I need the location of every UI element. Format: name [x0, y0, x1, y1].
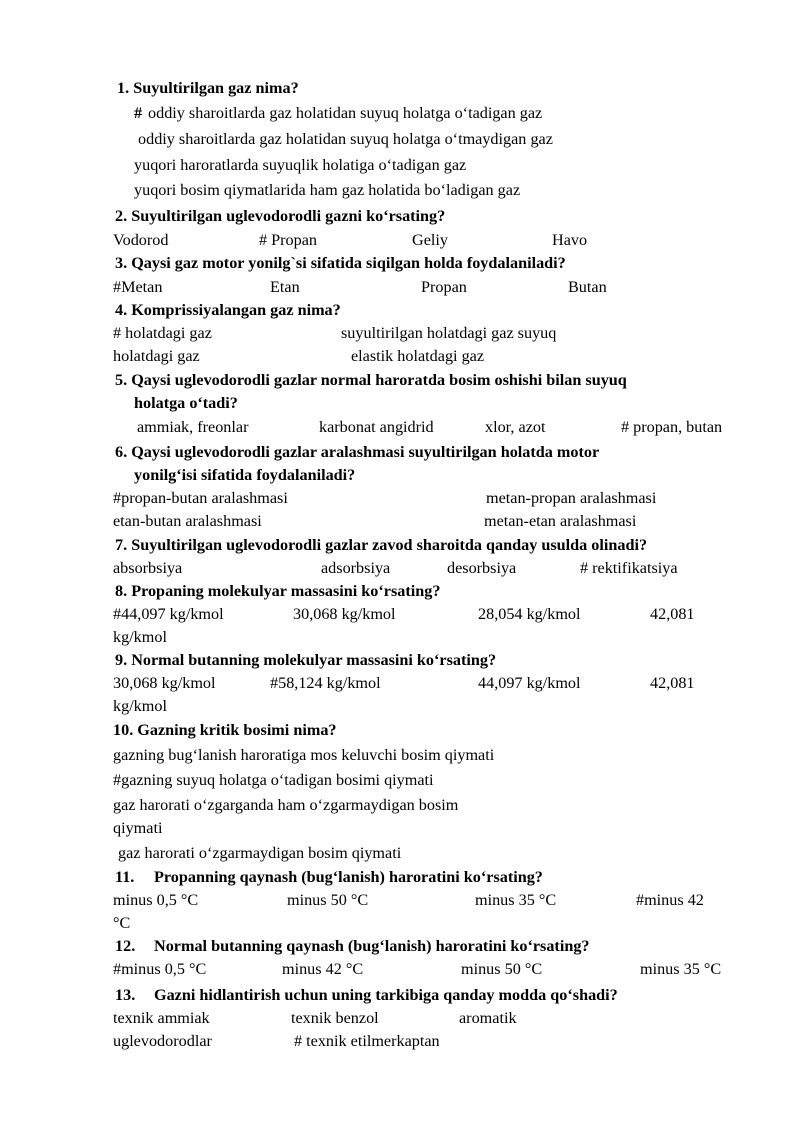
q8-answer-3: 28,054 kg/kmol — [478, 605, 581, 623]
q7-answer-2: adsorbsiya — [321, 559, 391, 577]
q8-answer-1: #44,097 kg/kmol — [113, 605, 224, 623]
question-13-number: 13. — [115, 986, 136, 1004]
q5-answer-2: karbonat angidrid — [319, 418, 434, 436]
q6-answer-4: metan-etan aralashmasi — [484, 512, 637, 530]
question-6-title: 6. Qaysi uglevodorodli gazlar aralashmasi suyultirilgan holatda motor — [115, 443, 600, 461]
q1-answer-1: oddiy sharoitlarda gaz holatidan suyuq holatga o‘tadigan gaz — [148, 104, 543, 122]
q12-answer-2: minus 42 °C — [282, 960, 364, 978]
question-7-title: 7. Suyultirilgan uglevodorodli gazlar zavod sharoitda qanday usulda olinadi? — [115, 536, 648, 554]
q2-answer-1: Vodorod — [113, 231, 169, 249]
q13-answer-3: aromatik — [459, 1009, 517, 1027]
q11-answer-4-unit: °C — [113, 914, 131, 932]
question-8-title: 8. Propaning molekulyar massasini ko‘rsating? — [115, 582, 441, 600]
question-9-title: 9. Normal butanning molekulyar massasini ko‘rsating? — [115, 651, 497, 669]
q13-answer-5: # texnik etilmerkaptan — [294, 1032, 440, 1050]
question-5-title-continued: holatga o‘tadi? — [134, 394, 238, 412]
q2-answer-4: Havo — [552, 231, 588, 249]
q3-answer-4: Butan — [568, 278, 607, 296]
q7-answer-3: desorbsiya — [447, 559, 517, 577]
question-12-title: Normal butanning qaynash (bug‘lanish) haroratini ko‘rsating? — [154, 937, 590, 955]
q1-answer-2: oddiy sharoitlarda gaz holatidan suyuq holatga o‘tmaydigan gaz — [138, 130, 553, 148]
q10-answer-1: gazning bug‘lanish haroratiga mos keluvchi bosim qiymati — [113, 746, 495, 764]
question-5-title: 5. Qaysi uglevodorodli gazlar normal haroratda bosim oshishi bilan suyuq — [115, 371, 627, 389]
question-13-title: Gazni hidlantirish uchun uning tarkibiga qanday modda qo‘shadi? — [154, 986, 618, 1004]
q9-answer-1: 30,068 kg/kmol — [113, 674, 216, 692]
q3-answer-3: Propan — [421, 278, 467, 296]
q6-answer-3: etan-butan aralashmasi — [113, 512, 262, 530]
q2-answer-3: Geliy — [412, 231, 448, 249]
question-2-title: 2. Suyultirilgan uglevodorodli gazni ko‘rsating? — [115, 207, 446, 225]
q13-answer-4: uglevodorodlar — [113, 1032, 212, 1050]
q9-answer-4-unit: kg/kmol — [113, 697, 167, 715]
q3-answer-1: #Metan — [113, 278, 163, 296]
question-4-title: 4. Komprissiyalangan gaz nima? — [115, 301, 341, 319]
q13-answer-2: texnik benzol — [291, 1009, 379, 1027]
q4-answer-3: holatdagi gaz — [113, 347, 200, 365]
question-1-title: 1. Suyultirilgan gaz nima? — [117, 79, 299, 97]
q8-answer-4-unit: kg/kmol — [113, 628, 167, 646]
q6-answer-2: metan-propan aralashmasi — [486, 489, 657, 507]
answer-mark: # — [134, 104, 143, 122]
question-11-number: 11. — [115, 868, 135, 886]
q4-answer-2: suyultirilgan holatdagi gaz suyuq — [341, 324, 557, 342]
q4-answer-1: # holatdagi gaz — [113, 324, 212, 342]
q11-answer-4: #minus 42 — [636, 891, 704, 909]
q10-answer-4: gaz harorati o‘zgarmaydigan bosim qiymati — [118, 844, 402, 862]
q10-answer-3-continued: qiymati — [113, 819, 163, 837]
question-10-title: 10. Gazning kritik bosimi nima? — [113, 721, 337, 739]
question-11-title: Propanning qaynash (bug‘lanish) haroratini ko‘rsating? — [154, 868, 543, 886]
q1-answer-3: yuqori haroratlarda suyuqlik holatiga o‘tadigan gaz — [134, 156, 467, 174]
q10-answer-3: gaz harorati o‘zgarganda ham o‘zgarmaydigan bosim — [113, 796, 459, 814]
question-12-number: 12. — [115, 937, 136, 955]
q5-answer-4: # propan, butan — [621, 418, 723, 436]
q9-answer-4: 42,081 — [650, 674, 695, 692]
question-3-title: 3. Qaysi gaz motor yonilg`si sifatida siqilgan holda foydalaniladi? — [115, 254, 566, 272]
q2-answer-2: # Propan — [259, 231, 317, 249]
q4-answer-4: elastik holatdagi gaz — [351, 347, 485, 365]
q6-answer-1: #propan-butan aralashmasi — [113, 489, 288, 507]
q3-answer-2: Etan — [270, 278, 300, 296]
q7-answer-4: # rektifikatsiya — [580, 559, 678, 577]
q12-answer-3: minus 50 °C — [461, 960, 543, 978]
q9-answer-2: #58,124 kg/kmol — [270, 674, 381, 692]
q11-answer-3: minus 35 °C — [475, 891, 557, 909]
q5-answer-3: xlor, azot — [485, 418, 546, 436]
q10-answer-2: #gazning suyuq holatga o‘tadigan bosimi qiymati — [113, 771, 434, 789]
q11-answer-2: minus 50 °C — [287, 891, 369, 909]
q8-answer-2: 30,068 kg/kmol — [293, 605, 396, 623]
q11-answer-1: minus 0,5 °C — [113, 891, 199, 909]
q12-answer-4: minus 35 °C — [640, 960, 722, 978]
q9-answer-3: 44,097 kg/kmol — [478, 674, 581, 692]
q1-answer-4: yuqori bosim qiymatlarida ham gaz holatida bo‘ladigan gaz — [134, 181, 521, 199]
question-6-title-continued: yonilg‘isi sifatida foydalaniladi? — [134, 466, 356, 484]
q7-answer-1: absorbsiya — [113, 559, 183, 577]
q5-answer-1: ammiak, freonlar — [137, 418, 249, 436]
q12-answer-1: #minus 0,5 °C — [113, 960, 207, 978]
q8-answer-4: 42,081 — [650, 605, 695, 623]
q13-answer-1: texnik ammiak — [113, 1009, 210, 1027]
